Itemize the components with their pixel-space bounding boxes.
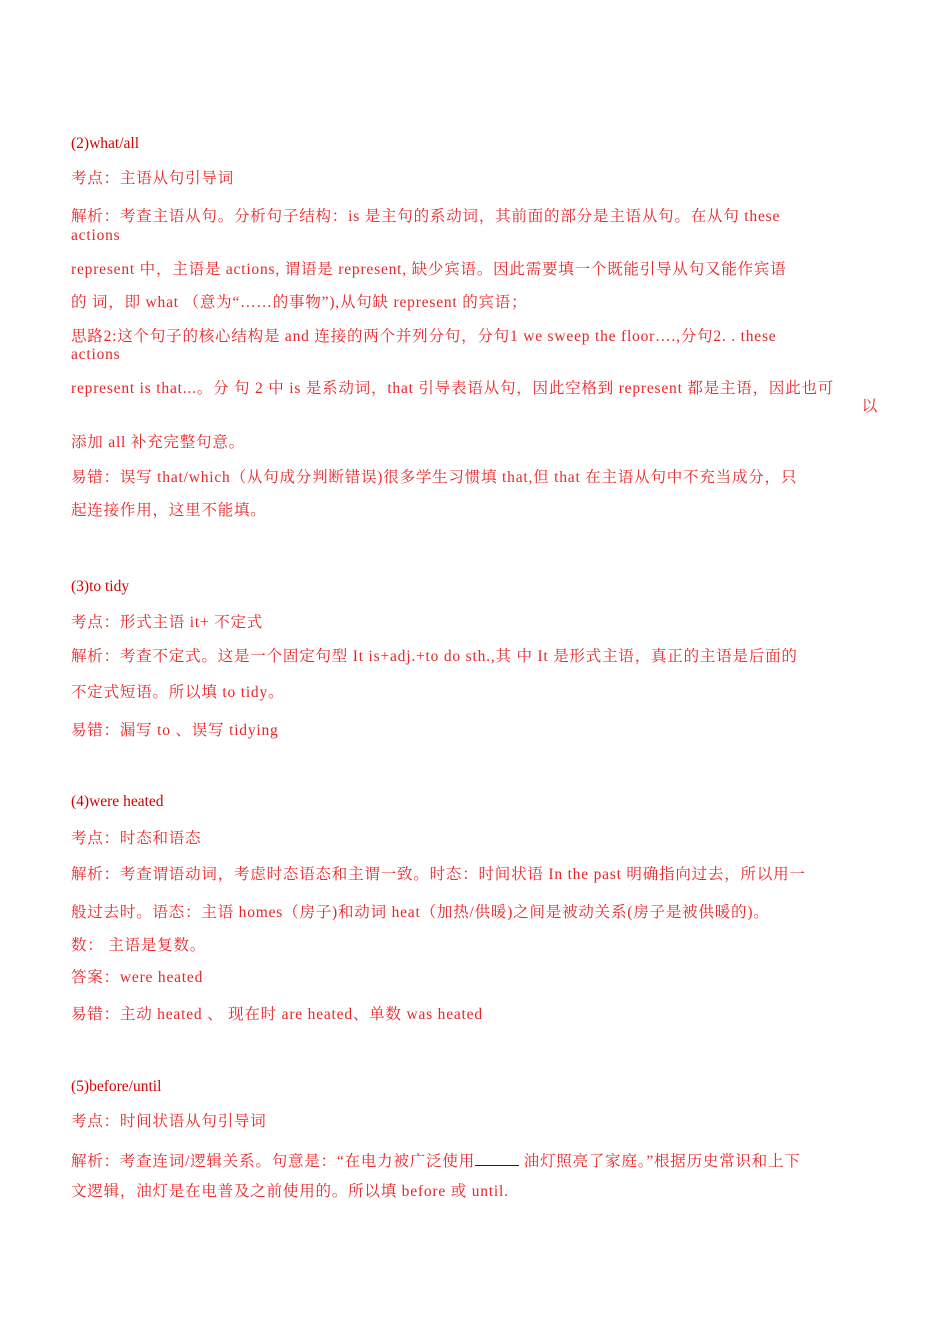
q2-point: 考点：主语从句引导词 bbox=[71, 170, 235, 187]
q2-analysis-line-2: actions bbox=[71, 227, 121, 244]
q2-idea2-line-5: 添加 all 补充完整句意。 bbox=[71, 434, 245, 451]
q5-analysis-part-1: 解析：考查连词/逻辑关系。句意是：“在电力被广泛使用 bbox=[71, 1153, 475, 1170]
fill-in-blank bbox=[475, 1151, 519, 1166]
q5-analysis-part-2: 油灯照亮了家庭。”根据历史常识和上下 bbox=[519, 1153, 801, 1170]
q4-answer: 答案：were heated bbox=[71, 969, 204, 986]
q4-point: 考点：时态和语态 bbox=[71, 830, 202, 847]
q3-point: 考点：形式主语 it+ 不定式 bbox=[71, 614, 264, 631]
q3-analysis-line-1: 解析：考查不定式。这是一个固定句型 It is+adj.+to do sth.,其 中 It 是形式主语，真正的主语是后面的 bbox=[71, 648, 798, 665]
q3-analysis-line-2: 不定式短语。所以填 to tidy。 bbox=[71, 684, 285, 701]
q2-analysis-line-1: 解析：考查主语从句。分析句子结构：is 是主句的系动词，其前面的部分是主语从句。在从句 these bbox=[71, 208, 781, 225]
q2-title: (2)what/all bbox=[71, 135, 140, 152]
q4-analysis-line-2: 般过去时。语态：主语 homes（房子)和动词 heat（加热/供暖)之间是被动关系(房子是被供暖的)。 bbox=[71, 904, 770, 921]
q2-error-line-1: 易错：误写 that/which（从句成分判断错误)很多学生习惯填 that,但 that 在主语从句中不充当成分，只 bbox=[71, 469, 798, 486]
q2-analysis-line-4: 的 词，即 what （意为“……的事物”),从句缺 represent 的宾语； bbox=[71, 294, 528, 311]
q5-title: (5)before/until bbox=[71, 1078, 162, 1095]
q2-idea2-line-2: actions bbox=[71, 346, 121, 363]
q2-idea2-line-1: 思路2:这个句子的核心结构是 and 连接的两个并列分句，分句1 we sweep the floor….,分句2. . these bbox=[71, 328, 777, 345]
q5-analysis-line-1 bbox=[71, 1151, 878, 1171]
q2-error-line-2: 起连接作用，这里不能填。 bbox=[71, 502, 267, 519]
q2-idea2-line-3: represent is that...。分 句 2 中 is 是系动词，that 引导表语从句，因此空格到 represent 都是主语，因此也可 bbox=[71, 380, 835, 397]
q4-error: 易错：主动 heated 、 现在时 are heated、单数 was heated bbox=[71, 1006, 483, 1023]
q5-point: 考点：时间状语从句引导词 bbox=[71, 1113, 267, 1130]
q3-error: 易错：漏写 to 、误写 tidying bbox=[71, 722, 279, 739]
q4-title: (4)were heated bbox=[71, 793, 164, 810]
q2-idea2-line-4: 以 bbox=[861, 398, 878, 415]
q5-analysis-line-2: 文逻辑，油灯是在电普及之前使用的。所以填 before 或 until. bbox=[71, 1183, 509, 1200]
q4-analysis-line-3: 数： 主语是复数。 bbox=[71, 937, 207, 954]
q3-title: (3)to tidy bbox=[71, 578, 130, 595]
q2-analysis-line-3: represent 中，主语是 actions, 谓语是 represent, 缺少宾语。因此需要填一个既能引导从句又能作宾语 bbox=[71, 261, 787, 278]
q4-analysis-line-1: 解析：考查谓语动词，考虑时态语态和主谓一致。时态：时间状语 In the past 明确指向过去，所以用一 bbox=[71, 866, 806, 883]
